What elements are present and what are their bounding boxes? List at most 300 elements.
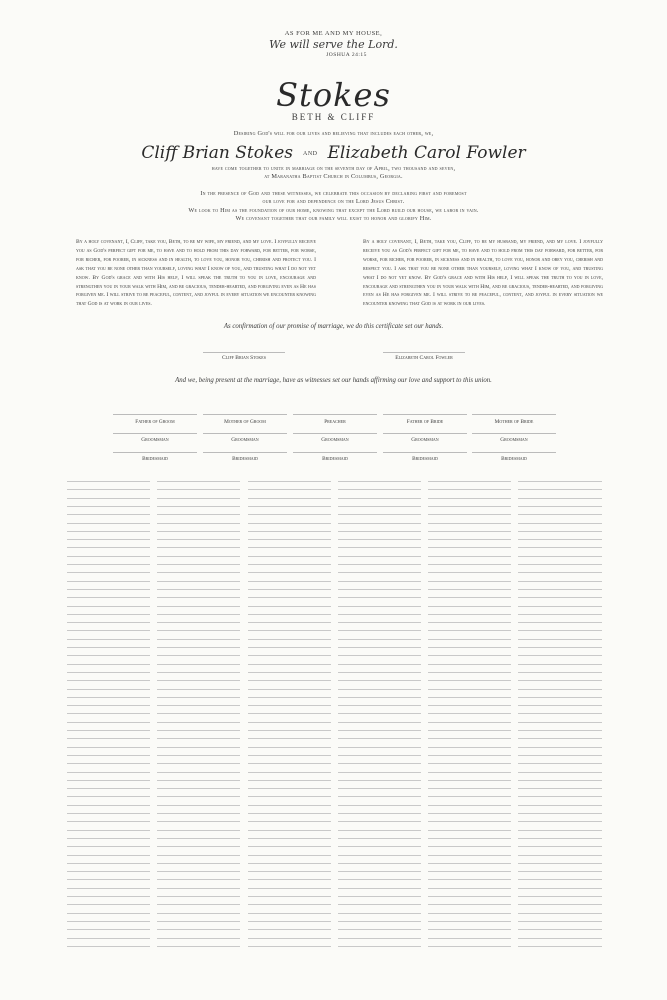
bride-signature-line[interactable] <box>383 352 465 353</box>
guest-signature-line[interactable] <box>157 888 240 889</box>
guest-signature-line[interactable] <box>67 896 150 897</box>
guest-signature-line[interactable] <box>338 639 421 640</box>
guest-signature-line[interactable] <box>157 830 240 831</box>
guest-signature-line[interactable] <box>157 904 240 905</box>
guest-signature-line[interactable] <box>248 539 331 540</box>
guest-signature-line[interactable] <box>428 639 511 640</box>
guest-signature-line[interactable] <box>428 572 511 573</box>
guest-signature-line[interactable] <box>248 581 331 582</box>
guest-signature-line[interactable] <box>67 655 150 656</box>
guest-signature-line[interactable] <box>428 597 511 598</box>
guest-signature-line[interactable] <box>157 788 240 789</box>
guest-signature-line[interactable] <box>157 572 240 573</box>
guest-signature-line[interactable] <box>157 531 240 532</box>
guest-signature-line[interactable] <box>157 730 240 731</box>
guest-signature-line[interactable] <box>428 855 511 856</box>
guest-signature-line[interactable] <box>248 780 331 781</box>
guest-signature-line[interactable] <box>248 896 331 897</box>
guest-signature-line[interactable] <box>518 606 602 607</box>
guest-signature-line[interactable] <box>248 747 331 748</box>
guest-signature-line[interactable] <box>518 788 602 789</box>
guest-signature-line[interactable] <box>338 564 421 565</box>
guest-signature-line[interactable] <box>67 929 150 930</box>
guest-signature-line[interactable] <box>67 821 150 822</box>
guest-signature-line[interactable] <box>67 772 150 773</box>
guest-signature-line[interactable] <box>248 556 331 557</box>
guest-signature-line[interactable] <box>67 904 150 905</box>
guest-signature-line[interactable] <box>518 672 602 673</box>
guest-signature-line[interactable] <box>518 879 602 880</box>
guest-signature-line[interactable] <box>428 630 511 631</box>
guest-signature-line[interactable] <box>518 489 602 490</box>
guest-signature-line[interactable] <box>518 697 602 698</box>
guest-signature-line[interactable] <box>157 664 240 665</box>
guest-signature-line[interactable] <box>157 846 240 847</box>
guest-signature-line[interactable] <box>67 489 150 490</box>
guest-signature-line[interactable] <box>67 855 150 856</box>
guest-signature-line[interactable] <box>338 498 421 499</box>
guest-signature-line[interactable] <box>67 647 150 648</box>
guest-signature-line[interactable] <box>157 647 240 648</box>
witness-signature-line[interactable] <box>203 433 287 434</box>
guest-signature-line[interactable] <box>428 589 511 590</box>
guest-signature-line[interactable] <box>248 705 331 706</box>
guest-signature-line[interactable] <box>428 581 511 582</box>
guest-signature-line[interactable] <box>518 514 602 515</box>
guest-signature-line[interactable] <box>157 763 240 764</box>
guest-signature-line[interactable] <box>248 489 331 490</box>
witness-signature-line[interactable] <box>293 452 377 453</box>
guest-signature-line[interactable] <box>428 747 511 748</box>
guest-signature-line[interactable] <box>428 680 511 681</box>
guest-signature-line[interactable] <box>67 589 150 590</box>
guest-signature-line[interactable] <box>518 830 602 831</box>
guest-signature-line[interactable] <box>67 664 150 665</box>
guest-signature-line[interactable] <box>518 805 602 806</box>
guest-signature-line[interactable] <box>518 680 602 681</box>
guest-signature-line[interactable] <box>428 838 511 839</box>
guest-signature-line[interactable] <box>67 713 150 714</box>
guest-signature-line[interactable] <box>428 921 511 922</box>
guest-signature-line[interactable] <box>518 614 602 615</box>
guest-signature-line[interactable] <box>157 556 240 557</box>
guest-signature-line[interactable] <box>518 929 602 930</box>
guest-signature-line[interactable] <box>428 614 511 615</box>
guest-signature-line[interactable] <box>518 639 602 640</box>
guest-signature-line[interactable] <box>518 547 602 548</box>
guest-signature-line[interactable] <box>248 788 331 789</box>
guest-signature-line[interactable] <box>518 597 602 598</box>
guest-signature-line[interactable] <box>518 730 602 731</box>
guest-signature-line[interactable] <box>518 523 602 524</box>
guest-signature-line[interactable] <box>248 929 331 930</box>
guest-signature-line[interactable] <box>157 929 240 930</box>
guest-signature-line[interactable] <box>518 904 602 905</box>
witness-signature-line[interactable] <box>113 452 197 453</box>
guest-signature-line[interactable] <box>248 647 331 648</box>
guest-signature-line[interactable] <box>67 888 150 889</box>
witness-signature-line[interactable] <box>293 414 377 415</box>
guest-signature-line[interactable] <box>157 755 240 756</box>
guest-signature-line[interactable] <box>248 830 331 831</box>
guest-signature-line[interactable] <box>338 489 421 490</box>
guest-signature-line[interactable] <box>338 830 421 831</box>
guest-signature-line[interactable] <box>248 531 331 532</box>
guest-signature-line[interactable] <box>248 821 331 822</box>
guest-signature-line[interactable] <box>67 481 150 482</box>
guest-signature-line[interactable] <box>248 846 331 847</box>
guest-signature-line[interactable] <box>428 531 511 532</box>
guest-signature-line[interactable] <box>157 547 240 548</box>
guest-signature-line[interactable] <box>67 763 150 764</box>
guest-signature-line[interactable] <box>67 614 150 615</box>
guest-signature-line[interactable] <box>67 498 150 499</box>
guest-signature-line[interactable] <box>248 514 331 515</box>
guest-signature-line[interactable] <box>518 896 602 897</box>
guest-signature-line[interactable] <box>428 863 511 864</box>
guest-signature-line[interactable] <box>428 780 511 781</box>
guest-signature-line[interactable] <box>67 913 150 914</box>
guest-signature-line[interactable] <box>428 913 511 914</box>
guest-signature-line[interactable] <box>518 647 602 648</box>
guest-signature-line[interactable] <box>157 506 240 507</box>
guest-signature-line[interactable] <box>157 946 240 947</box>
guest-signature-line[interactable] <box>338 597 421 598</box>
guest-signature-line[interactable] <box>248 713 331 714</box>
guest-signature-line[interactable] <box>248 630 331 631</box>
guest-signature-line[interactable] <box>428 763 511 764</box>
guest-signature-line[interactable] <box>518 855 602 856</box>
guest-signature-line[interactable] <box>248 946 331 947</box>
guest-signature-line[interactable] <box>338 946 421 947</box>
guest-signature-line[interactable] <box>157 539 240 540</box>
guest-signature-line[interactable] <box>338 796 421 797</box>
guest-signature-line[interactable] <box>67 630 150 631</box>
guest-signature-line[interactable] <box>157 514 240 515</box>
guest-signature-line[interactable] <box>157 606 240 607</box>
guest-signature-line[interactable] <box>338 838 421 839</box>
guest-signature-line[interactable] <box>248 755 331 756</box>
guest-signature-line[interactable] <box>428 904 511 905</box>
guest-signature-line[interactable] <box>428 846 511 847</box>
guest-signature-line[interactable] <box>248 888 331 889</box>
guest-signature-line[interactable] <box>67 921 150 922</box>
guest-signature-line[interactable] <box>518 689 602 690</box>
guest-signature-line[interactable] <box>338 871 421 872</box>
guest-signature-line[interactable] <box>67 879 150 880</box>
guest-signature-line[interactable] <box>338 738 421 739</box>
guest-signature-line[interactable] <box>338 689 421 690</box>
guest-signature-line[interactable] <box>518 772 602 773</box>
guest-signature-line[interactable] <box>428 489 511 490</box>
guest-signature-line[interactable] <box>67 581 150 582</box>
guest-signature-line[interactable] <box>428 713 511 714</box>
guest-signature-line[interactable] <box>67 946 150 947</box>
guest-signature-line[interactable] <box>338 539 421 540</box>
guest-signature-line[interactable] <box>428 805 511 806</box>
guest-signature-line[interactable] <box>67 838 150 839</box>
guest-signature-line[interactable] <box>157 589 240 590</box>
guest-signature-line[interactable] <box>157 489 240 490</box>
guest-signature-line[interactable] <box>338 805 421 806</box>
guest-signature-line[interactable] <box>67 547 150 548</box>
guest-signature-line[interactable] <box>428 556 511 557</box>
guest-signature-line[interactable] <box>338 722 421 723</box>
guest-signature-line[interactable] <box>67 556 150 557</box>
guest-signature-line[interactable] <box>338 888 421 889</box>
guest-signature-line[interactable] <box>67 813 150 814</box>
guest-signature-line[interactable] <box>248 855 331 856</box>
guest-signature-line[interactable] <box>338 531 421 532</box>
guest-signature-line[interactable] <box>157 938 240 939</box>
guest-signature-line[interactable] <box>248 796 331 797</box>
guest-signature-line[interactable] <box>338 655 421 656</box>
guest-signature-line[interactable] <box>518 498 602 499</box>
witness-signature-line[interactable] <box>383 414 467 415</box>
guest-signature-line[interactable] <box>518 572 602 573</box>
guest-signature-line[interactable] <box>248 523 331 524</box>
guest-signature-line[interactable] <box>518 838 602 839</box>
guest-signature-line[interactable] <box>157 747 240 748</box>
guest-signature-line[interactable] <box>67 788 150 789</box>
guest-signature-line[interactable] <box>157 896 240 897</box>
guest-signature-line[interactable] <box>518 622 602 623</box>
guest-signature-line[interactable] <box>248 879 331 880</box>
witness-signature-line[interactable] <box>203 452 287 453</box>
guest-signature-line[interactable] <box>428 647 511 648</box>
guest-signature-line[interactable] <box>518 796 602 797</box>
guest-signature-line[interactable] <box>428 796 511 797</box>
guest-signature-line[interactable] <box>428 813 511 814</box>
groom-signature-line[interactable] <box>203 352 285 353</box>
guest-signature-line[interactable] <box>248 772 331 773</box>
guest-signature-line[interactable] <box>157 614 240 615</box>
guest-signature-line[interactable] <box>248 606 331 607</box>
guest-signature-line[interactable] <box>157 722 240 723</box>
guest-signature-line[interactable] <box>248 572 331 573</box>
guest-signature-line[interactable] <box>428 730 511 731</box>
witness-signature-line[interactable] <box>113 414 197 415</box>
guest-signature-line[interactable] <box>518 747 602 748</box>
witness-signature-line[interactable] <box>383 433 467 434</box>
guest-signature-line[interactable] <box>428 697 511 698</box>
guest-signature-line[interactable] <box>338 622 421 623</box>
guest-signature-line[interactable] <box>248 664 331 665</box>
guest-signature-line[interactable] <box>338 821 421 822</box>
guest-signature-line[interactable] <box>428 871 511 872</box>
guest-signature-line[interactable] <box>338 506 421 507</box>
guest-signature-line[interactable] <box>518 938 602 939</box>
guest-signature-line[interactable] <box>518 780 602 781</box>
guest-signature-line[interactable] <box>157 655 240 656</box>
guest-signature-line[interactable] <box>428 830 511 831</box>
guest-signature-line[interactable] <box>428 564 511 565</box>
guest-signature-line[interactable] <box>428 514 511 515</box>
guest-signature-line[interactable] <box>248 938 331 939</box>
guest-signature-line[interactable] <box>338 572 421 573</box>
guest-signature-line[interactable] <box>518 888 602 889</box>
guest-signature-line[interactable] <box>67 606 150 607</box>
guest-signature-line[interactable] <box>518 755 602 756</box>
guest-signature-line[interactable] <box>67 730 150 731</box>
guest-signature-line[interactable] <box>157 672 240 673</box>
guest-signature-line[interactable] <box>248 680 331 681</box>
guest-signature-line[interactable] <box>157 498 240 499</box>
guest-signature-line[interactable] <box>248 763 331 764</box>
guest-signature-line[interactable] <box>428 506 511 507</box>
guest-signature-line[interactable] <box>248 564 331 565</box>
guest-signature-line[interactable] <box>338 747 421 748</box>
guest-signature-line[interactable] <box>67 796 150 797</box>
guest-signature-line[interactable] <box>518 821 602 822</box>
guest-signature-line[interactable] <box>157 855 240 856</box>
guest-signature-line[interactable] <box>157 738 240 739</box>
guest-signature-line[interactable] <box>338 589 421 590</box>
guest-signature-line[interactable] <box>248 547 331 548</box>
guest-signature-line[interactable] <box>248 506 331 507</box>
guest-signature-line[interactable] <box>518 556 602 557</box>
guest-signature-line[interactable] <box>248 689 331 690</box>
guest-signature-line[interactable] <box>338 921 421 922</box>
guest-signature-line[interactable] <box>338 788 421 789</box>
guest-signature-line[interactable] <box>518 946 602 947</box>
guest-signature-line[interactable] <box>157 639 240 640</box>
guest-signature-line[interactable] <box>428 888 511 889</box>
guest-signature-line[interactable] <box>248 913 331 914</box>
guest-signature-line[interactable] <box>248 672 331 673</box>
guest-signature-line[interactable] <box>157 581 240 582</box>
guest-signature-line[interactable] <box>428 755 511 756</box>
guest-signature-line[interactable] <box>518 705 602 706</box>
witness-signature-line[interactable] <box>472 433 556 434</box>
guest-signature-line[interactable] <box>338 664 421 665</box>
guest-signature-line[interactable] <box>157 713 240 714</box>
guest-signature-line[interactable] <box>157 630 240 631</box>
guest-signature-line[interactable] <box>338 929 421 930</box>
guest-signature-line[interactable] <box>338 523 421 524</box>
guest-signature-line[interactable] <box>67 622 150 623</box>
guest-signature-line[interactable] <box>518 813 602 814</box>
guest-signature-line[interactable] <box>518 539 602 540</box>
guest-signature-line[interactable] <box>67 705 150 706</box>
guest-signature-line[interactable] <box>67 564 150 565</box>
guest-signature-line[interactable] <box>248 498 331 499</box>
guest-signature-line[interactable] <box>518 589 602 590</box>
guest-signature-line[interactable] <box>67 846 150 847</box>
guest-signature-line[interactable] <box>248 697 331 698</box>
guest-signature-line[interactable] <box>338 630 421 631</box>
guest-signature-line[interactable] <box>248 655 331 656</box>
guest-signature-line[interactable] <box>338 896 421 897</box>
guest-signature-line[interactable] <box>67 539 150 540</box>
guest-signature-line[interactable] <box>518 871 602 872</box>
guest-signature-line[interactable] <box>67 697 150 698</box>
witness-signature-line[interactable] <box>472 414 556 415</box>
guest-signature-line[interactable] <box>67 747 150 748</box>
guest-signature-line[interactable] <box>518 738 602 739</box>
guest-signature-line[interactable] <box>157 871 240 872</box>
guest-signature-line[interactable] <box>67 805 150 806</box>
guest-signature-line[interactable] <box>67 531 150 532</box>
guest-signature-line[interactable] <box>157 597 240 598</box>
guest-signature-line[interactable] <box>248 871 331 872</box>
guest-signature-line[interactable] <box>428 946 511 947</box>
guest-signature-line[interactable] <box>67 938 150 939</box>
guest-signature-line[interactable] <box>428 821 511 822</box>
guest-signature-line[interactable] <box>518 713 602 714</box>
guest-signature-line[interactable] <box>338 863 421 864</box>
guest-signature-line[interactable] <box>67 722 150 723</box>
guest-signature-line[interactable] <box>248 722 331 723</box>
guest-signature-line[interactable] <box>428 498 511 499</box>
guest-signature-line[interactable] <box>428 929 511 930</box>
guest-signature-line[interactable] <box>338 713 421 714</box>
guest-signature-line[interactable] <box>248 805 331 806</box>
guest-signature-line[interactable] <box>338 879 421 880</box>
guest-signature-line[interactable] <box>157 863 240 864</box>
guest-signature-line[interactable] <box>157 523 240 524</box>
witness-signature-line[interactable] <box>203 414 287 415</box>
guest-signature-line[interactable] <box>518 531 602 532</box>
guest-signature-line[interactable] <box>157 838 240 839</box>
guest-signature-line[interactable] <box>428 689 511 690</box>
guest-signature-line[interactable] <box>248 639 331 640</box>
guest-signature-line[interactable] <box>338 614 421 615</box>
guest-signature-line[interactable] <box>338 606 421 607</box>
guest-signature-line[interactable] <box>157 697 240 698</box>
witness-signature-line[interactable] <box>383 452 467 453</box>
guest-signature-line[interactable] <box>67 680 150 681</box>
guest-signature-line[interactable] <box>428 655 511 656</box>
guest-signature-line[interactable] <box>157 622 240 623</box>
guest-signature-line[interactable] <box>518 481 602 482</box>
guest-signature-line[interactable] <box>338 581 421 582</box>
guest-signature-line[interactable] <box>428 672 511 673</box>
guest-signature-line[interactable] <box>518 564 602 565</box>
guest-signature-line[interactable] <box>428 788 511 789</box>
witness-signature-line[interactable] <box>113 433 197 434</box>
guest-signature-line[interactable] <box>518 722 602 723</box>
guest-signature-line[interactable] <box>338 855 421 856</box>
guest-signature-line[interactable] <box>248 614 331 615</box>
guest-signature-line[interactable] <box>428 539 511 540</box>
guest-signature-line[interactable] <box>248 738 331 739</box>
guest-signature-line[interactable] <box>157 705 240 706</box>
guest-signature-line[interactable] <box>67 755 150 756</box>
guest-signature-line[interactable] <box>428 664 511 665</box>
guest-signature-line[interactable] <box>518 655 602 656</box>
guest-signature-line[interactable] <box>157 772 240 773</box>
guest-signature-line[interactable] <box>338 680 421 681</box>
guest-signature-line[interactable] <box>67 863 150 864</box>
guest-signature-line[interactable] <box>248 622 331 623</box>
guest-signature-line[interactable] <box>157 805 240 806</box>
witness-signature-line[interactable] <box>472 452 556 453</box>
guest-signature-line[interactable] <box>157 813 240 814</box>
guest-signature-line[interactable] <box>248 921 331 922</box>
guest-signature-line[interactable] <box>338 697 421 698</box>
guest-signature-line[interactable] <box>518 630 602 631</box>
guest-signature-line[interactable] <box>248 863 331 864</box>
guest-signature-line[interactable] <box>157 481 240 482</box>
guest-signature-line[interactable] <box>67 830 150 831</box>
witness-signature-line[interactable] <box>293 433 377 434</box>
guest-signature-line[interactable] <box>157 796 240 797</box>
guest-signature-line[interactable] <box>157 780 240 781</box>
guest-signature-line[interactable] <box>157 680 240 681</box>
guest-signature-line[interactable] <box>338 755 421 756</box>
guest-signature-line[interactable] <box>428 722 511 723</box>
